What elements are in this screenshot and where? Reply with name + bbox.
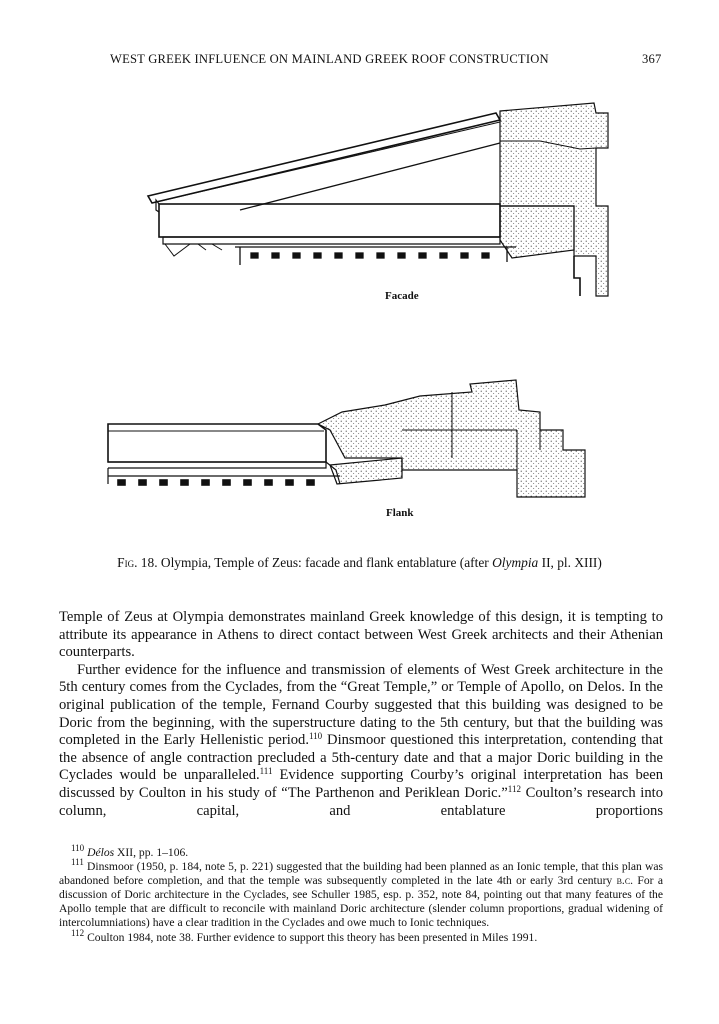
paragraph-1: Temple of Zeus at Olympia demonstrates mainland Greek knowledge of this design, it is tempting to attribute its appearance in Athens to direct contact between West Greek architects and their Athenian counterparts.: [59, 609, 663, 661]
footnote-number: 112: [71, 927, 85, 938]
caption-italic: Olympia: [492, 555, 539, 570]
paragraph-2: [59, 662, 663, 820]
footnote-ref-111: 111: [259, 766, 273, 777]
running-title: WEST GREEK INFLUENCE ON MAINLAND GREEK ROOF CONSTRUCTION: [110, 52, 549, 66]
paragraph-2-part-a: Further evidence for the influence and transmission of elements of West Greek architecture in the 5th century comes from the Cyclades, from the “Great Temple,” or Temple of Apollo, on Delos. In the original publication of the temple, Fernand Courby suggested that this building was designed to be Doric from the beginning, with the superstructure dating to the 5th century, but that the building was completed in the Early Hellenistic period.: [59, 661, 663, 749]
figure-caption: [0, 555, 719, 571]
footnote-italic: Délos: [87, 846, 115, 859]
page-number: 367: [642, 52, 662, 66]
footnote-ref-110: 110: [309, 731, 323, 742]
footnote-112: [59, 927, 663, 945]
footnote-text: XII, pp. 1–106.: [114, 846, 189, 859]
footnote-text: Coulton 1984, note 38. Further evidence to support this theory has been presented in Miles 1991.: [84, 930, 538, 944]
caption-number: 18.: [140, 555, 158, 570]
facade-drawing: [148, 103, 608, 296]
caption-main: Olympia, Temple of Zeus: facade and flank entablature (after: [160, 555, 489, 570]
paragraph-2-part-b: Dinsmoor questioned this interpretation, contending that the absence of angle contraction precluded a 5th-century date and that a major Doric building in the Cyclades would be unparalleled.: [59, 732, 663, 784]
caption-tail: II, pl. XIII): [541, 555, 602, 570]
footnotes: [59, 843, 663, 945]
footnote-number: 111: [71, 857, 84, 868]
footnote-number: 110: [71, 843, 85, 853]
footnote-smallcaps: b.c.: [616, 874, 634, 888]
body-text: [59, 609, 663, 820]
facade-label: Facade: [385, 290, 419, 302]
flank-label: Flank: [386, 507, 414, 519]
caption-prefix: Fig.: [117, 555, 138, 570]
paragraph-2-part-d: Coulton’s research into column, capital, and entablature proportions: [59, 784, 664, 819]
paragraph-2-part-c: Evidence supporting Courby’s original interpretation has been discussed by Coulton in his study of “The Parthenon and Periklean Doric.”: [59, 767, 663, 801]
footnote-111: [59, 857, 663, 930]
footnote-text: For a discussion of Doric architecture in the Cyclades, see Schuller 1985, esp. p. 352, note 84, pointing out that many features of the Apollo temple that are difficult to reconcile with mainland Doric architecture (slender column proportions, gradual widening of intercolumniations) have a clear tradition in the Cyclades and owe much to Ionic techniques.: [59, 874, 663, 930]
flank-drawing: [108, 380, 585, 497]
footnote-text: Dinsmoor (1950, p. 184, note 5, p. 221) suggested that the building had been planned as an Ionic temple, that this plan was abandoned before completion, and that the temple was subsequently completed in the late 4th or early 3rd century: [59, 860, 663, 888]
footnote-110: [59, 843, 663, 860]
footnote-ref-112: 112: [507, 783, 521, 794]
